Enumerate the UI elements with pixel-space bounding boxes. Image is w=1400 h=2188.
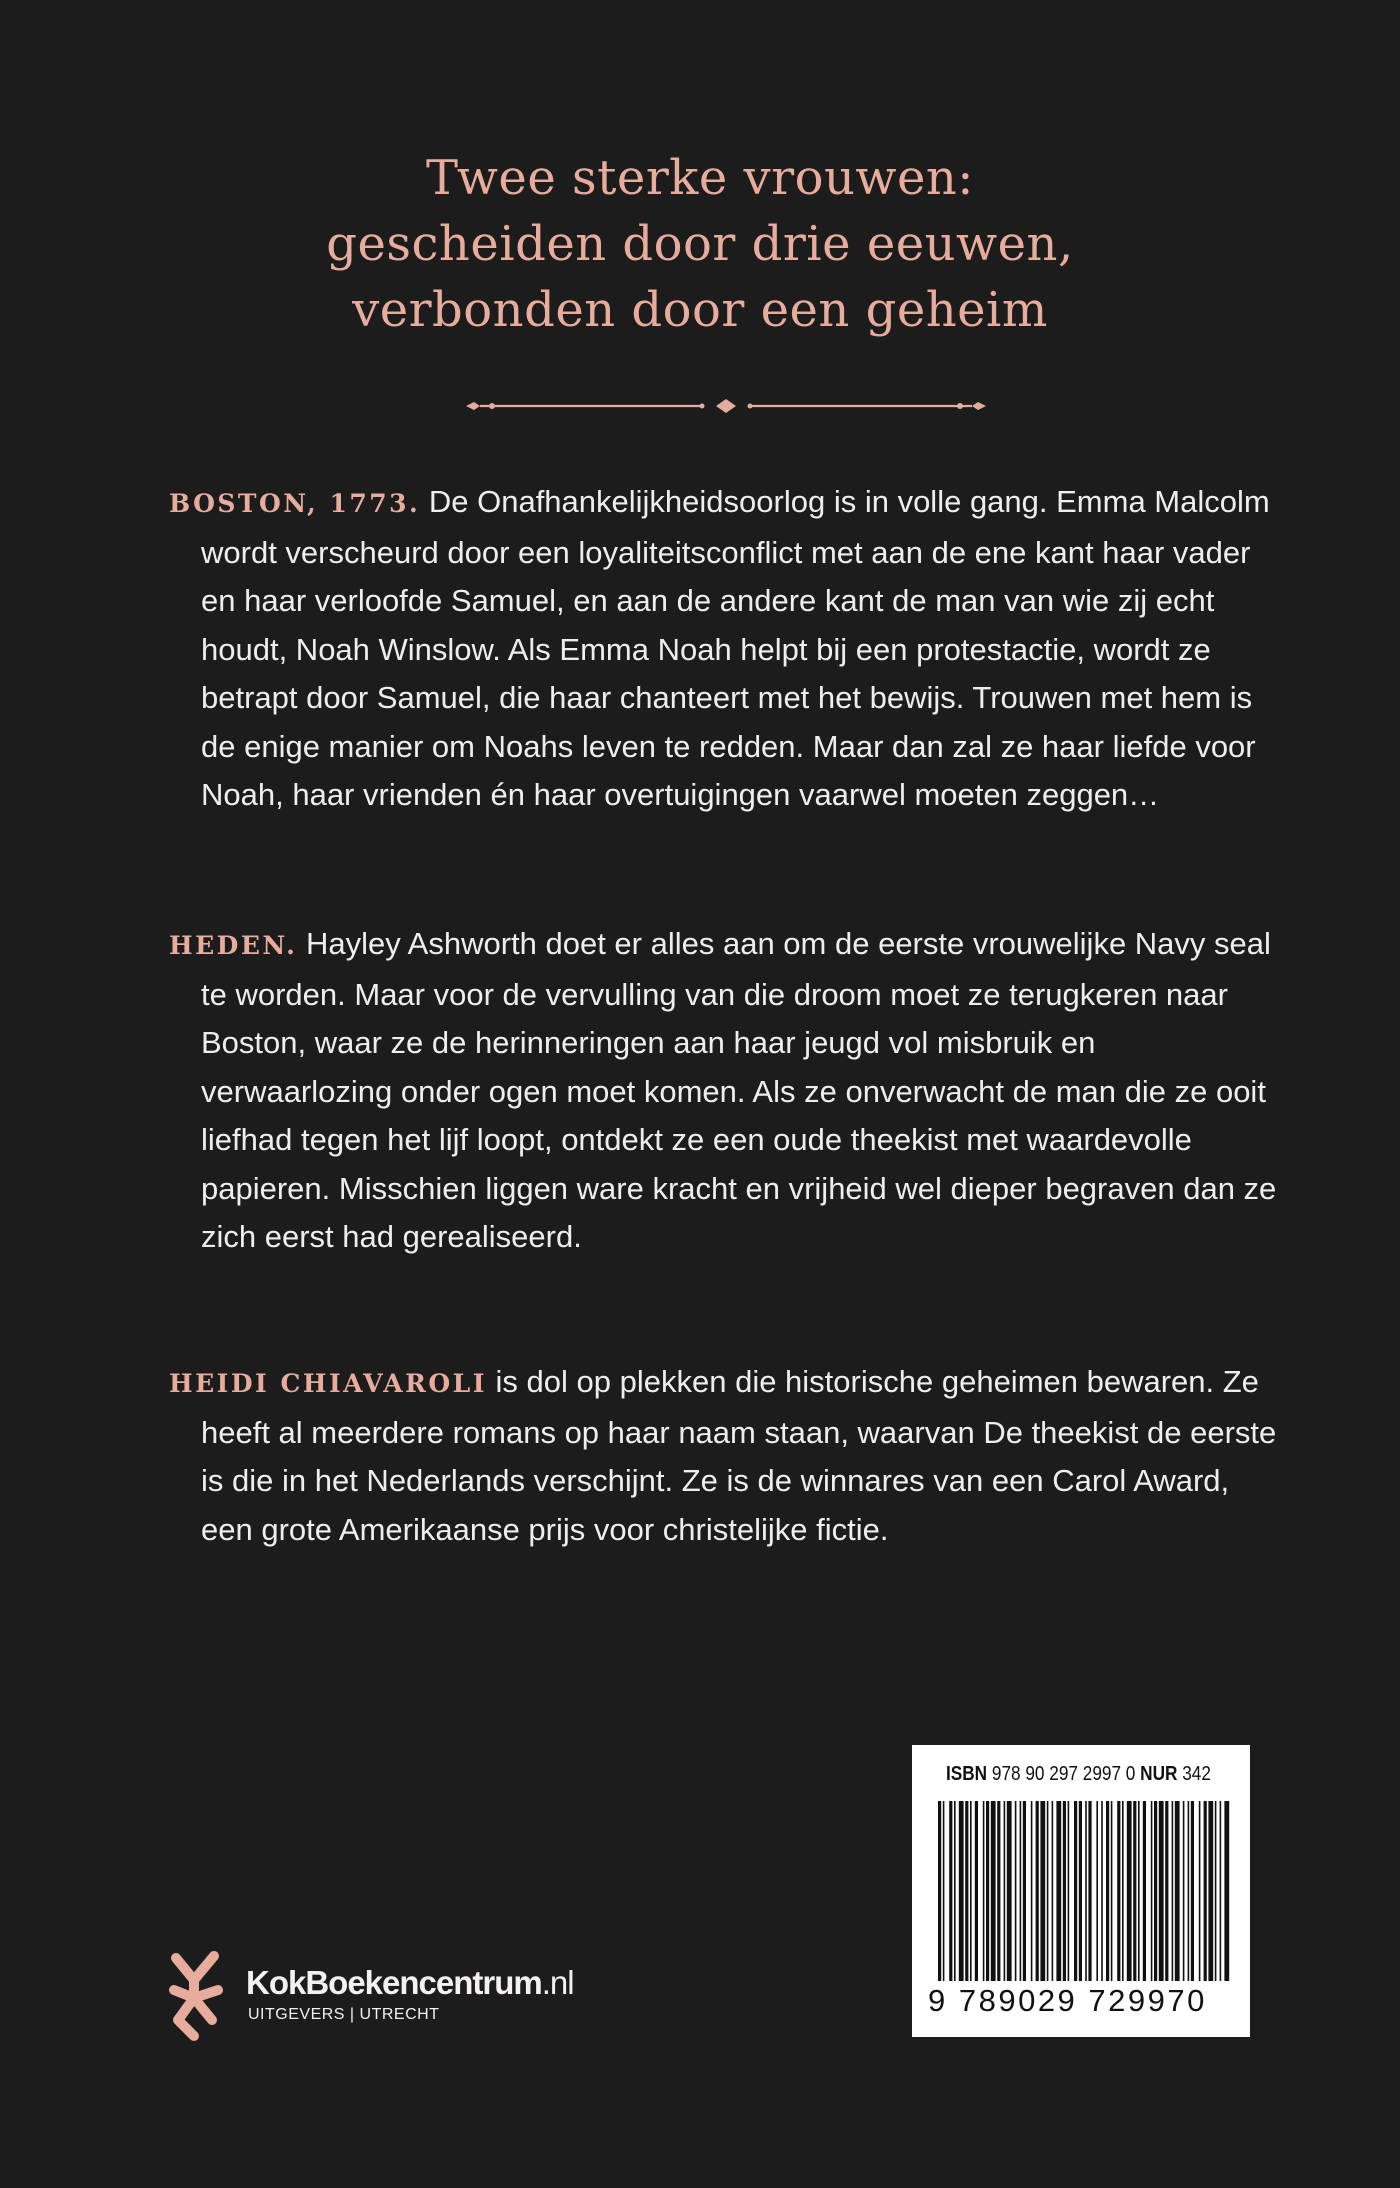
publisher-name: KokBoekencentrum.nl xyxy=(246,1964,574,2001)
barcode-digits: 9 789029 729970 xyxy=(928,1983,1207,2018)
paragraph-lead-boston: BOSTON, 1773. xyxy=(169,489,421,518)
publisher-logo-mark-icon xyxy=(166,1950,226,2042)
isbn-line: ISBN 978 90 297 2997 0 NUR 342 xyxy=(946,1763,1211,1785)
ornament-divider-icon xyxy=(464,392,988,420)
tagline-line-1: Twee sterke vrouwen: xyxy=(426,150,974,206)
author-bio-paragraph xyxy=(169,1358,1281,1554)
publisher-logo xyxy=(166,1950,606,2046)
tagline-line-2: gescheiden door drie eeuwen, xyxy=(326,216,1074,272)
author-name: HEIDI CHIAVAROLI xyxy=(169,1369,487,1398)
tagline xyxy=(0,145,1400,343)
author-bio-body: is dol op plekken die historische geheimen bewaren. Ze heeft al meerdere romans op haar naam staan, waarvan De theekist de eerste is die in het Nederlands verschijnt. Ze is de winnares van een Carol Award, een grote Amerikaanse prijs voor christelijke fictie. xyxy=(201,1364,1277,1547)
barcode-panel xyxy=(912,1745,1250,2037)
barcode-icon xyxy=(934,1801,1234,1981)
tagline-line-3: verbonden door een geheim xyxy=(352,282,1048,338)
paragraph-lead-heden: HEDEN. xyxy=(169,931,298,960)
blurb-paragraph-heden xyxy=(169,920,1281,1262)
paragraph-body-heden: Hayley Ashworth doet er alles aan om de eerste vrouwelijke Navy seal te worden. Maar voor de vervulling van die droom moet ze terugkeren naar Boston, waar ze de herinneringen aan haar jeugd vol misbruik en verwaarlozing onder ogen moet komen. Als ze onverwacht de man die ze ooit liefhad tegen het lijf loopt, ontdekt ze een oude theekist met waardevolle papieren. Misschien liggen ware kracht en vrijheid wel dieper begraven dan ze zich eerst had gerealiseerd. xyxy=(201,926,1277,1254)
publisher-subline: UITGEVERS | UTRECHT xyxy=(248,2006,440,2023)
paragraph-body-boston: De Onafhankelijkheidsoorlog is in volle gang. Emma Malcolm wordt verscheurd door een loyaliteitsconflict met aan de ene kant haar vader en haar verloofde Samuel, en aan de andere kant de man van wie zij echt houdt, Noah Winslow. Als Emma Noah helpt bij een protestactie, wordt ze betrapt door Samuel, die haar chanteert met het bewijs. Trouwen met hem is de enige manier om Noahs leven te redden. Maar dan zal ze haar liefde voor Noah, haar vrienden én haar overtuigingen vaarwel moeten zeggen… xyxy=(201,484,1270,812)
blurb-paragraph-boston xyxy=(169,478,1281,820)
